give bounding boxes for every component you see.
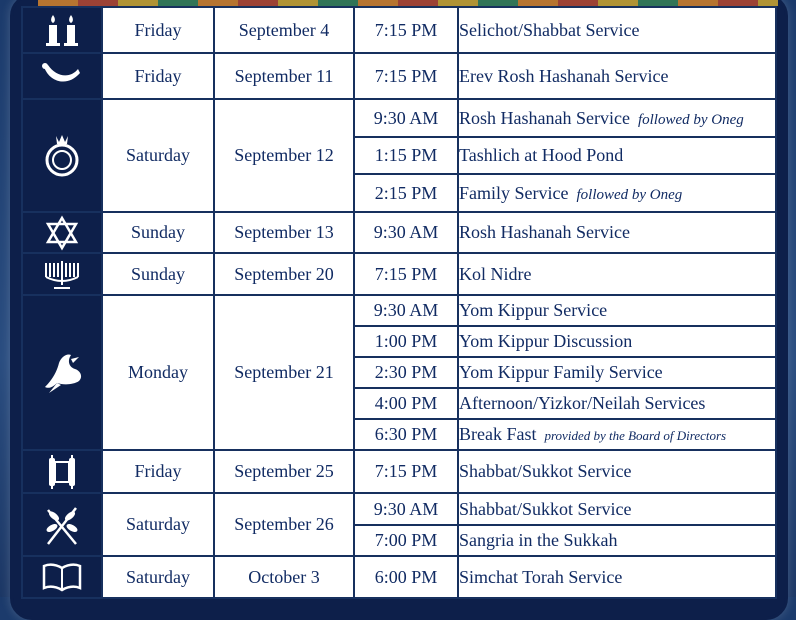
table-row	[22, 493, 776, 525]
event-cell	[458, 419, 776, 450]
icon-cell	[22, 295, 102, 450]
time-cell: 7:15 PM	[354, 53, 458, 99]
time-cell: 9:30 AM	[354, 295, 458, 326]
icon-cell	[22, 253, 102, 295]
table-row	[22, 556, 776, 598]
icon-cell	[22, 450, 102, 493]
event-cell	[458, 525, 776, 556]
date-cell: September 21	[214, 295, 354, 450]
day-cell: Sunday	[102, 253, 214, 295]
table-row	[22, 450, 776, 493]
event-name: Rosh Hashanah Service	[459, 107, 630, 128]
event-name: Rosh Hashanah Service	[459, 222, 630, 242]
time-cell: 7:15 PM	[354, 253, 458, 295]
time-cell: 1:15 PM	[354, 137, 458, 174]
event-note: followed by Oneg	[637, 111, 744, 128]
time-cell: 7:15 PM	[354, 7, 458, 53]
event-cell	[458, 388, 776, 419]
menorah-icon	[23, 257, 101, 291]
day-cell: Sunday	[102, 212, 214, 253]
event-name: Selichot/Shabbat Service	[459, 19, 640, 40]
event-name: Erev Rosh Hashanah Service	[459, 65, 669, 86]
shofar-icon	[23, 61, 101, 91]
event-name: Yom Kippur Service	[459, 300, 608, 320]
event-name: Sangria in the Sukkah	[459, 530, 618, 550]
icon-cell	[22, 53, 102, 99]
icon-cell	[22, 7, 102, 53]
event-name: Break Fast	[459, 424, 537, 444]
event-name: Shabbat/Sukkot Service	[459, 498, 632, 519]
date-cell: September 13	[214, 212, 354, 253]
event-name: Simchat Torah Service	[459, 566, 623, 587]
time-cell: 2:15 PM	[354, 174, 458, 212]
date-cell: October 3	[214, 556, 354, 598]
time-cell: 9:30 AM	[354, 212, 458, 253]
icon-cell	[22, 99, 102, 212]
day-cell: Saturday	[102, 493, 214, 556]
event-cell	[458, 212, 776, 253]
event-name: Shabbat/Sukkot Service	[459, 461, 632, 481]
time-cell: 4:00 PM	[354, 388, 458, 419]
table-row	[22, 212, 776, 253]
table-row	[22, 7, 776, 53]
star-of-david-icon	[23, 215, 101, 251]
time-cell: 9:30 AM	[354, 493, 458, 525]
date-cell: September 20	[214, 253, 354, 295]
time-cell: 6:00 PM	[354, 556, 458, 598]
time-cell: 9:30 AM	[354, 99, 458, 137]
event-cell	[458, 253, 776, 295]
event-cell	[458, 450, 776, 493]
torah-scroll-icon	[23, 454, 101, 490]
dove-icon	[23, 349, 101, 397]
date-cell: September 25	[214, 450, 354, 493]
event-cell	[458, 137, 776, 174]
event-cell	[458, 99, 776, 137]
day-cell: Friday	[102, 7, 214, 53]
event-name: Yom Kippur Family Service	[459, 362, 663, 382]
pomegranate-icon	[23, 132, 101, 180]
time-cell: 6:30 PM	[354, 419, 458, 450]
event-name: Kol Nidre	[459, 263, 532, 284]
table-row	[22, 53, 776, 99]
table-row	[22, 99, 776, 137]
date-cell: September 26	[214, 493, 354, 556]
time-cell: 2:30 PM	[354, 357, 458, 388]
table-row	[22, 295, 776, 326]
event-name: Yom Kippur Discussion	[459, 331, 633, 351]
palm-branches-icon	[23, 502, 101, 548]
event-cell	[458, 556, 776, 598]
open-book-icon	[23, 562, 101, 592]
event-name: Afternoon/Yizkor/Neilah Services	[459, 393, 706, 413]
date-cell: September 4	[214, 7, 354, 53]
event-cell	[458, 174, 776, 212]
time-cell: 7:15 PM	[354, 450, 458, 493]
event-cell	[458, 295, 776, 326]
event-cell	[458, 493, 776, 525]
time-cell: 1:00 PM	[354, 326, 458, 357]
time-cell: 7:00 PM	[354, 525, 458, 556]
day-cell: Friday	[102, 53, 214, 99]
event-cell	[458, 53, 776, 99]
event-cell	[458, 357, 776, 388]
event-name: Family Service	[459, 182, 569, 203]
day-cell: Friday	[102, 450, 214, 493]
event-cell	[458, 7, 776, 53]
date-cell: September 11	[214, 53, 354, 99]
holiday-schedule-table	[21, 6, 777, 599]
icon-cell	[22, 493, 102, 556]
day-cell: Saturday	[102, 556, 214, 598]
icon-cell	[22, 212, 102, 253]
day-cell: Monday	[102, 295, 214, 450]
candles-icon	[23, 12, 101, 48]
day-cell: Saturday	[102, 99, 214, 212]
icon-cell	[22, 556, 102, 598]
event-note: followed by Oneg	[576, 186, 683, 203]
date-cell: September 12	[214, 99, 354, 212]
event-name: Tashlich at Hood Pond	[459, 145, 624, 165]
event-cell	[458, 326, 776, 357]
table-row	[22, 253, 776, 295]
event-note: provided by the Board of Directors	[544, 428, 727, 443]
